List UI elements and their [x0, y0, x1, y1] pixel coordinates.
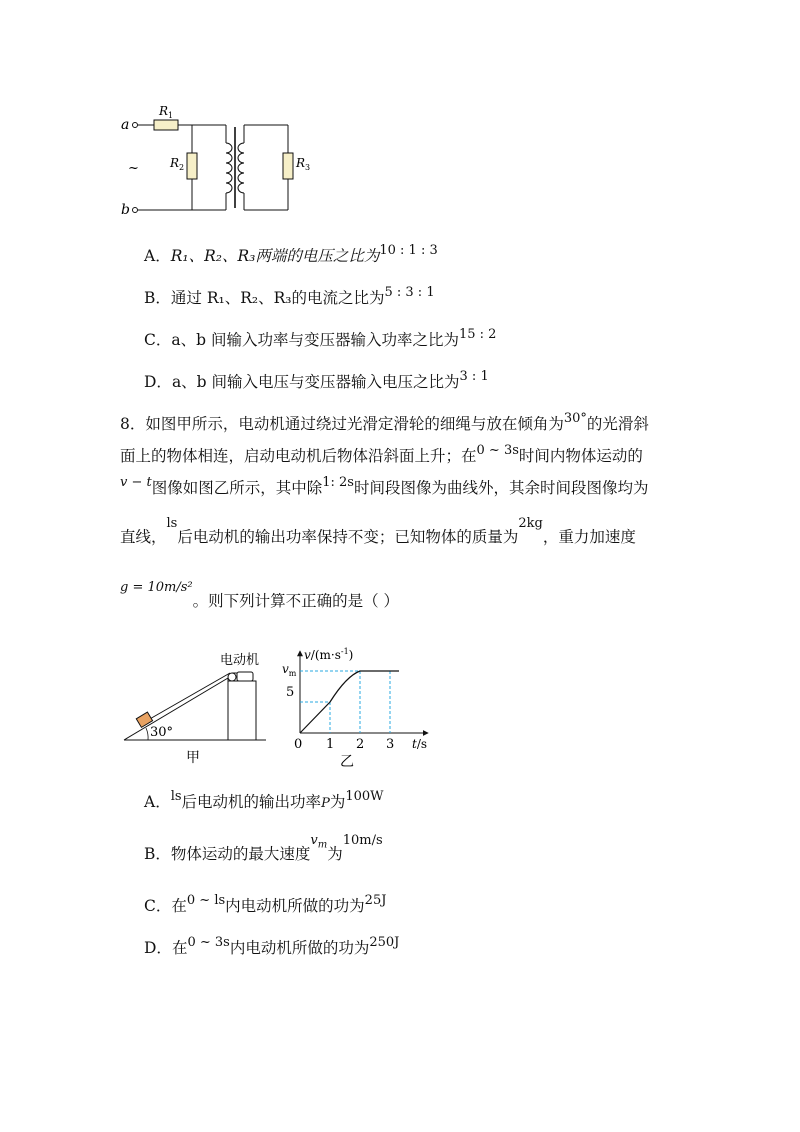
q8-option-b: B．物体运动的最大速度$^{v_m}$为$^{10m/s}$	[144, 833, 383, 863]
caption-yi: 乙	[340, 754, 354, 770]
motor-label: 电动机	[220, 653, 260, 668]
q8-line-4: 直线，$^{ls}$后电动机的输出功率保持不变；已知物体的质量为$^{2kg}$，重力加速度	[120, 516, 636, 546]
q7-option-a: A．R₁、R₂、R₃两端的电压之比为$^{10 : 1 : 3}$	[144, 243, 438, 265]
vm-symbol: vm	[310, 833, 328, 851]
terminal-b-node	[133, 208, 138, 213]
q8-option-c: C．在$^{0 \sim ls}$内电动机所做的功为$^{25J}$	[144, 893, 387, 915]
x-tick-2: 2	[356, 737, 365, 752]
vm-label: $v_m$	[282, 662, 297, 678]
q7-option-d: D．a、b 间输入电压与变压器输入电压之比为$^{3 : 1}$	[144, 369, 489, 391]
rope	[148, 673, 230, 720]
x-tick-1: 1	[326, 737, 335, 752]
primary-coil	[226, 143, 232, 193]
angle-label: 30°	[150, 725, 174, 740]
five-label: 5	[286, 685, 295, 700]
pulley	[228, 673, 236, 681]
q8-line-5: $^{g = 10m/s^2}$。则下列计算不正确的是（ ）	[120, 580, 400, 610]
x-axis-label: t/s	[412, 737, 428, 751]
y-axis-label: $v/(m\cdot s^{-1})$	[304, 647, 354, 662]
q8-option-a: A．$^{ls}$后电动机的输出功率P为$^{100W}$	[144, 789, 384, 811]
figure-yi-vt-chart	[278, 645, 438, 770]
q8-option-d: D．在$^{0 \sim 3s}$内电动机所做的功为$^{250J}$	[144, 935, 400, 957]
r1-label: $R_1$	[159, 104, 174, 120]
secondary-coil	[238, 143, 244, 193]
terminal-a-node	[133, 123, 138, 128]
ac-symbol: ~	[128, 161, 139, 176]
circuit-diagram	[110, 95, 330, 225]
caption-jia: 甲	[186, 750, 200, 766]
q8-line-3: $^{v - t}$图像如图乙所示，其中除$^{1: 2s}$时间段图像为曲线外，其余时间段图像均为	[120, 475, 649, 497]
terminal-a-label: a	[121, 117, 130, 133]
q7-option-c: C．a、b 间输入功率与变压器输入功率之比为$^{15 : 2}$	[144, 327, 497, 349]
resistor-r3	[283, 153, 293, 179]
motor	[237, 672, 253, 681]
q8-line-2: 面上的物体相连，启动电动机后物体沿斜面上升；在$^{0 \sim 3s}$时间内物体运动的	[120, 443, 643, 465]
x-tick-3: 3	[386, 737, 395, 752]
origin-label: 0	[294, 737, 303, 752]
r2-label: $R_2$	[170, 156, 185, 172]
r3-label: $R_3$	[296, 156, 311, 172]
vt-curve	[300, 671, 399, 733]
resistor-r1	[154, 120, 178, 130]
motor-stand	[228, 681, 256, 740]
q7-option-b: B．通过 R₁、R₂、R₃的电流之比为$^{5 : 3 : 1}$	[144, 285, 435, 307]
terminal-b-label: b	[121, 202, 130, 218]
resistor-r2	[187, 153, 197, 179]
incline-surface	[124, 678, 228, 740]
figure-jia-incline	[118, 648, 278, 768]
q8-line-1: 8．如图甲所示，电动机通过绕过光滑定滑轮的细绳与放在倾角为$^{30^\circ}$的光滑斜	[120, 411, 649, 433]
